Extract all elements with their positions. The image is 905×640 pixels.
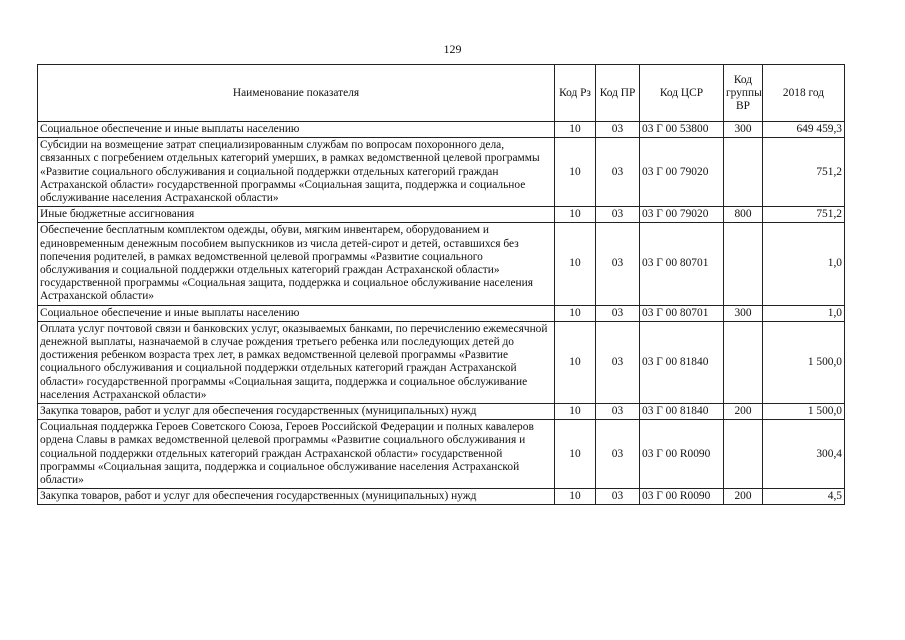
row-vr: 200 xyxy=(724,489,763,505)
row-rz: 10 xyxy=(555,305,596,321)
row-rz: 10 xyxy=(555,489,596,505)
table-row xyxy=(38,489,845,505)
row-vr xyxy=(724,420,763,489)
row-amount: 1,0 xyxy=(763,305,845,321)
row-csr: 03 Г 00 79020 xyxy=(640,138,724,207)
header-rz: Код Рз xyxy=(555,65,596,122)
table-header-row xyxy=(38,65,845,122)
row-vr: 800 xyxy=(724,207,763,223)
table-row xyxy=(38,122,845,138)
row-vr xyxy=(724,138,763,207)
row-amount: 1 500,0 xyxy=(763,404,845,420)
header-vr: Код группы ВР xyxy=(724,65,763,122)
row-name: Социальное обеспечение и иные выплаты населению xyxy=(38,122,555,138)
row-name: Обеспечение бесплатным комплектом одежды, обуви, мягким инвентарем, оборудованием и единовременным денежным пособием выпускников из числа детей-сирот и детей, оставшихся без попечения родителей, в рамках ведомственной целевой программы «Развитие социального обслуживания и социальной поддержки отдельных категорий граждан Астраханской области» государственной программы «Социальная защита, поддержка и социальное обслуживание населения Астраханской области» xyxy=(38,223,555,305)
row-name: Иные бюджетные ассигнования xyxy=(38,207,555,223)
row-vr: 300 xyxy=(724,122,763,138)
row-amount: 751,2 xyxy=(763,207,845,223)
row-vr: 300 xyxy=(724,305,763,321)
row-pr: 03 xyxy=(596,305,640,321)
row-name: Оплата услуг почтовой связи и банковских услуг, оказываемых банками, по перечислению ежемесячной денежной выплаты, назначаемой в случае рождения третьего ребенка или последующих детей до достижения ребенком возраста трех лет, в рамках ведомственной целевой программы «Развитие социального обслуживания и социальной поддержки отдельных категорий граждан Астраханской области» государственной программы «Социальная защита, поддержка и социальное обслуживание населения Астраханской области» xyxy=(38,321,555,403)
table-row xyxy=(38,207,845,223)
row-csr: 03 Г 00 80701 xyxy=(640,223,724,305)
row-amount: 649 459,3 xyxy=(763,122,845,138)
row-amount: 4,5 xyxy=(763,489,845,505)
table-row xyxy=(38,321,845,403)
row-amount: 1 500,0 xyxy=(763,321,845,403)
row-pr: 03 xyxy=(596,321,640,403)
row-pr: 03 xyxy=(596,223,640,305)
row-rz: 10 xyxy=(555,138,596,207)
row-csr: 03 Г 00 81840 xyxy=(640,404,724,420)
header-name: Наименование показателя xyxy=(38,65,555,122)
row-pr: 03 xyxy=(596,489,640,505)
header-year: 2018 год xyxy=(763,65,845,122)
row-vr: 200 xyxy=(724,404,763,420)
table-row xyxy=(38,138,845,207)
row-name: Закупка товаров, работ и услуг для обеспечения государственных (муниципальных) нужд xyxy=(38,404,555,420)
table-row xyxy=(38,404,845,420)
row-pr: 03 xyxy=(596,207,640,223)
row-csr: 03 Г 00 R0090 xyxy=(640,489,724,505)
row-rz: 10 xyxy=(555,207,596,223)
row-name: Социальное обеспечение и иные выплаты населению xyxy=(38,305,555,321)
row-pr: 03 xyxy=(596,138,640,207)
row-amount: 751,2 xyxy=(763,138,845,207)
header-pr: Код ПР xyxy=(596,65,640,122)
row-rz: 10 xyxy=(555,420,596,489)
row-name: Социальная поддержка Героев Советского Союза, Героев Российской Федерации и полных кавалеров ордена Славы в рамках ведомственной целевой программы «Развитие социального обслуживания и социальной поддержки отдельных категорий граждан Астраханской области» государственной программы «Социальная защита, поддержка и социальное обслуживание населения Астраханской области» xyxy=(38,420,555,489)
row-rz: 10 xyxy=(555,223,596,305)
page-number: 129 xyxy=(443,42,462,56)
row-csr: 03 Г 00 53800 xyxy=(640,122,724,138)
row-name: Субсидии на возмещение затрат специализированным службам по вопросам похоронного дела, связанных с погребением отдельных категорий умерших, в рамках ведомственной целевой программы «Развитие социального обслуживания и социальной поддержки отдельных категорий граждан Астраханской области» государственной программы «Социальная защита, поддержка и социальное обслуживание населения Астраханской области» xyxy=(38,138,555,207)
row-pr: 03 xyxy=(596,122,640,138)
row-vr xyxy=(724,321,763,403)
header-csr: Код ЦСР xyxy=(640,65,724,122)
table-row xyxy=(38,420,845,489)
budget-table xyxy=(37,64,845,505)
row-csr: 03 Г 00 R0090 xyxy=(640,420,724,489)
row-pr: 03 xyxy=(596,404,640,420)
row-pr: 03 xyxy=(596,420,640,489)
row-csr: 03 Г 00 79020 xyxy=(640,207,724,223)
row-rz: 10 xyxy=(555,404,596,420)
row-rz: 10 xyxy=(555,321,596,403)
row-csr: 03 Г 00 81840 xyxy=(640,321,724,403)
row-amount: 1,0 xyxy=(763,223,845,305)
row-vr xyxy=(724,223,763,305)
row-csr: 03 Г 00 80701 xyxy=(640,305,724,321)
table-row xyxy=(38,305,845,321)
table-row xyxy=(38,223,845,305)
row-amount: 300,4 xyxy=(763,420,845,489)
row-rz: 10 xyxy=(555,122,596,138)
row-name: Закупка товаров, работ и услуг для обеспечения государственных (муниципальных) нужд xyxy=(38,489,555,505)
